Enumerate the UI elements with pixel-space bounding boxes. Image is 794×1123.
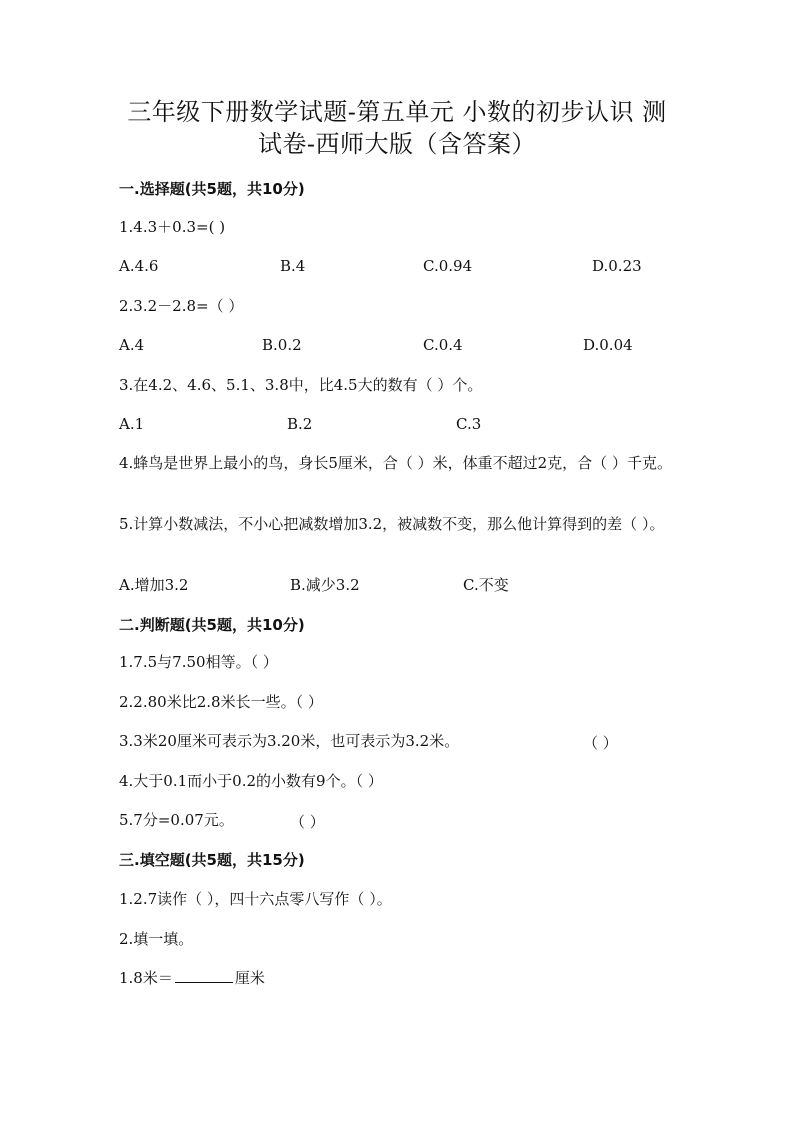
question-2-1: 1.7.5与7.50相等。（ ）	[119, 653, 278, 671]
answer-paren-2-3[interactable]: （ ）	[583, 734, 618, 752]
answer-paren-2-5[interactable]: （ ）	[290, 813, 325, 831]
question-2-2: 2.2.80米比2.8米长一些。（ ）	[119, 693, 323, 711]
question-2-5: 5.7分=0.07元。	[119, 811, 234, 829]
option-1-1-b[interactable]: B.4	[280, 257, 306, 275]
question-1-3: 3.在4.2、4.6、5.1、3.8中，比4.5大的数有（ ）个。	[119, 376, 483, 394]
section-heading-choice: 一.选择题(共5题，共10分)	[119, 180, 305, 198]
option-1-2-a[interactable]: A.4	[119, 336, 145, 354]
fill-prefix: 1.8米＝	[119, 969, 173, 987]
option-1-2-d[interactable]: D.0.04	[583, 336, 633, 354]
option-1-1-c[interactable]: C.0.94	[423, 257, 473, 275]
option-1-5-a[interactable]: A.增加3.2	[119, 576, 189, 594]
fill-blank[interactable]	[175, 968, 233, 983]
option-1-3-b[interactable]: B.2	[287, 415, 313, 433]
question-3-2: 2.填一填。	[119, 930, 194, 948]
option-1-2-b[interactable]: B.0.2	[262, 336, 302, 354]
title-line-1: 三年级下册数学试题-第五单元 小数的初步认识 测	[127, 98, 667, 126]
question-3-1: 1.2.7读作（ ），四十六点零八写作（ ）。	[119, 890, 392, 908]
question-1-1: 1.4.3＋0.3=( )	[119, 218, 226, 236]
section-heading-fill: 三.填空题(共5题，共15分)	[119, 851, 305, 869]
section-heading-judge: 二.判断题(共5题，共10分)	[119, 616, 305, 634]
question-2-4: 4.大于0.1而小于0.2的小数有9个。（ ）	[119, 772, 383, 790]
option-1-3-c[interactable]: C.3	[456, 415, 482, 433]
question-1-4: 4.蜂鸟是世界上最小的鸟，身长5厘米，合（ ）米，体重不超过2克，合（ ）千克。	[119, 454, 672, 472]
title-line-2: 试卷-西师大版（含答案）	[257, 130, 537, 158]
option-1-1-a[interactable]: A.4.6	[119, 257, 159, 275]
option-1-3-a[interactable]: A.1	[119, 415, 145, 433]
question-1-2: 2.3.2－2.8=（ ）	[119, 297, 244, 315]
option-1-1-d[interactable]: D.0.23	[592, 257, 642, 275]
option-1-2-c[interactable]: C.0.4	[423, 336, 463, 354]
fill-line-3-2-1	[119, 967, 679, 990]
question-1-5: 5.计算小数减法，不小心把减数增加3.2，被减数不变，那么他计算得到的差（ ）。	[119, 515, 665, 533]
option-1-5-c[interactable]: C.不变	[463, 576, 509, 594]
question-2-3: 3.3米20厘米可表示为3.20米，也可表示为3.2米。	[119, 732, 460, 750]
fill-suffix: 厘米	[234, 969, 265, 987]
option-1-5-b[interactable]: B.减少3.2	[290, 576, 360, 594]
page-title	[110, 96, 684, 160]
